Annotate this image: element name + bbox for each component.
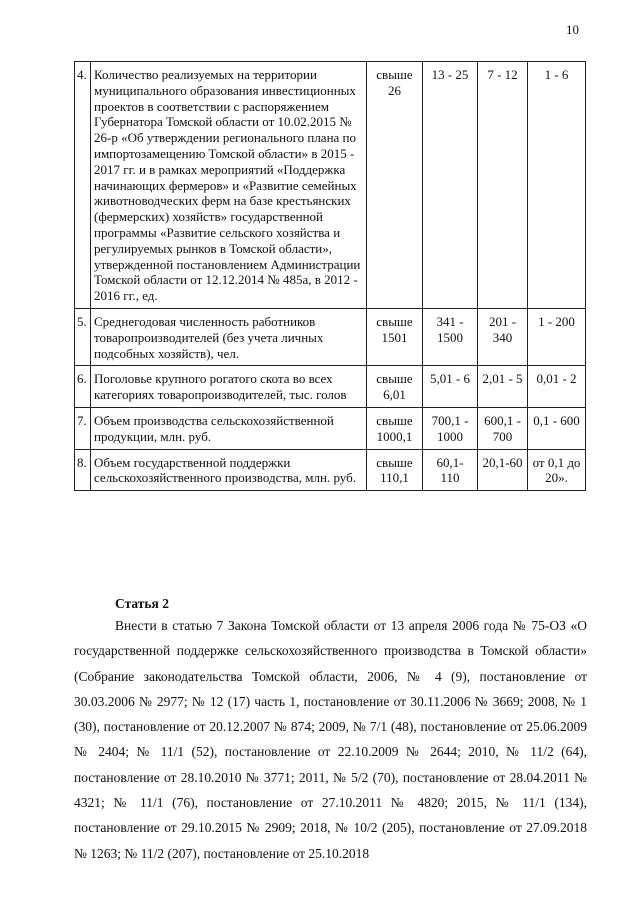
row-number-cell: 4. <box>75 62 91 309</box>
range-cell-2: 60,1- 110 <box>423 449 478 491</box>
indicator-description-cell: Среднегодовая численность работников товаропроизводителей (без учета личных подсобных хозяйств), чел. <box>91 308 367 365</box>
range-cell-2: 700,1 - 1000 <box>423 407 478 449</box>
range-cell-2: 341 - 1500 <box>423 308 478 365</box>
range-cell-3: 2,01 - 5 <box>478 366 528 408</box>
page-number: 10 <box>566 22 579 37</box>
range-cell-1: свыше 1501 <box>367 308 423 365</box>
range-cell-3: 600,1 - 700 <box>478 407 528 449</box>
indicator-description-cell: Объем производства сельскохозяйственной продукции, млн. руб. <box>91 407 367 449</box>
range-cell-4: от 0,1 до 20». <box>528 449 586 491</box>
range-cell-4: 0,01 - 2 <box>528 366 586 408</box>
criteria-table <box>74 61 586 491</box>
row-number-cell: 7. <box>75 407 91 449</box>
row-number-cell: 8. <box>75 449 91 491</box>
range-cell-4: 1 - 6 <box>528 62 586 309</box>
row-number-cell: 6. <box>75 366 91 408</box>
table-row <box>75 308 586 365</box>
indicator-description-cell: Объем государственной поддержки сельскохозяйственного производства, млн. руб. <box>91 449 367 491</box>
table-row <box>75 62 586 309</box>
range-cell-2: 5,01 - 6 <box>423 366 478 408</box>
table-row <box>75 407 586 449</box>
criteria-table-body <box>75 62 586 491</box>
range-cell-1: свыше 6,01 <box>367 366 423 408</box>
range-cell-3: 7 - 12 <box>478 62 528 309</box>
range-cell-3: 201 - 340 <box>478 308 528 365</box>
article-heading: Статья 2 <box>115 596 169 611</box>
range-cell-1: свыше 26 <box>367 62 423 309</box>
range-cell-1: свыше 110,1 <box>367 449 423 491</box>
table-row <box>75 449 586 491</box>
table-row <box>75 366 586 408</box>
range-cell-4: 1 - 200 <box>528 308 586 365</box>
range-cell-1: свыше 1000,1 <box>367 407 423 449</box>
range-cell-4: 0,1 - 600 <box>528 407 586 449</box>
range-cell-2: 13 - 25 <box>423 62 478 309</box>
indicator-description-cell: Количество реализуемых на территории муниципального образования инвестиционных проектов в соответствии с распоряжением Губернатора Томской области от 10.02.2015 № 26-р «Об утверждении регионального плана по импортозамещению Томской области» в 2015 - 2017 гг. и в рамках мероприятий «Поддержка начинающих фермеров» и «Развитие семейных животноводческих ферм на базе крестьянских (фермерских) хозяйств» государственной программы «Развитие сельского хозяйства и регулируемых рынков в Томской области», утвержденной постановлением Администрации Томской области от 12.12.2014 № 485а, в 2012 - 2016 гг., ед. <box>91 62 367 309</box>
range-cell-3: 20,1-60 <box>478 449 528 491</box>
indicator-description-cell: Поголовье крупного рогатого скота во всех категориях товаропроизводителей, тыс. голов <box>91 366 367 408</box>
row-number-cell: 5. <box>75 308 91 365</box>
article-body-text: Внести в статью 7 Закона Томской области от 13 апреля 2006 года № 75-ОЗ «О государственной поддержке сельскохозяйственного производства в Томской области» (Собрание законодательства Томской области, 2006, № 4 (9), постановление от 30.03.2006 № 2977; № 12 (17) часть 1, постановление от 30.11.2006 № 3669; 2008, № 1 (30), постановление от 20.12.2007 № 874; 2009, № 7/1 (48), постановление от 25.06.2009 № 2404; № 11/1 (52), постановление от 22.10.2009 № 2644; 2010, № 11/2 (64), постановление от 28.10.2010 № 3771; 2011, № 5/2 (70), постановление от 28.04.2011 № 4321; № 11/1 (76), постановление от 27.10.2011 № 4820; 2015, № 11/1 (134), постановление от 29.10.2015 № 2909; 2018, № 10/2 (205), постановление от 27.09.2018 № 1263; № 11/2 (207), постановление от 25.10.2018 <box>74 618 587 861</box>
